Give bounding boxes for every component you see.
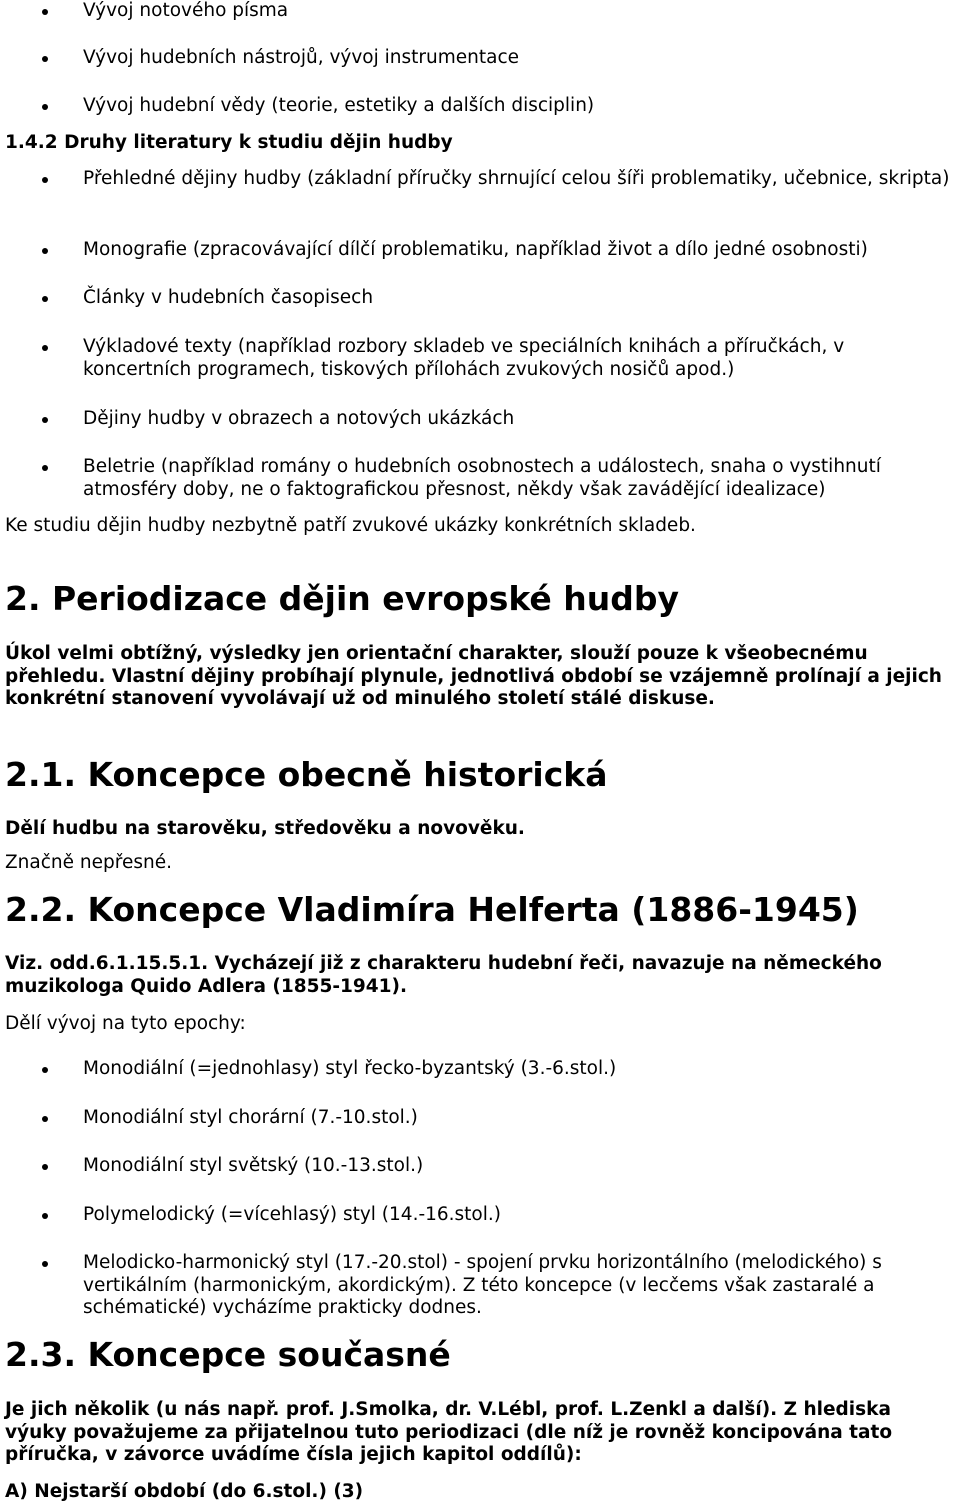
note-paragraph: Ke studiu dějin hudby nezbytně patří zvukové ukázky konkrétních skladeb.	[5, 515, 696, 536]
bold-paragraph: Je jich několik (u nás např. prof. J.Smolka, dr. V.Lébl, prof. L.Zenkl a další). Z hlediska výuky považujeme za přijatelnou tuto periodizaci (dle níž je rovněž koncipována tato příručka, v závorce uvádíme čísla jejich kapitol oddílů):	[5, 1399, 893, 1465]
period-a: A) Nejstarší období (do 6.stol.) (3)	[5, 1481, 364, 1502]
section-heading-2-3: 2.3. Koncepce současné	[5, 1335, 451, 1374]
intro-paragraph: Úkol velmi obtížný, výsledky jen orientační charakter, slouží pouze k všeobecnému přehledu. Vlastní dějiny probíhají plynule, jednotlivá období se vzájemně prolínají a jejich konkrétní stanovení vyvolávají už od minulého století stálé diskuse.	[5, 643, 942, 709]
section-heading-2: 2. Periodizace dějin evropské hudby	[5, 579, 680, 618]
bullet-icon	[42, 417, 48, 423]
bullet-icon	[42, 1213, 48, 1219]
bullet-icon	[42, 177, 48, 183]
bullet-icon	[42, 1116, 48, 1122]
bullet-icon	[42, 465, 48, 471]
bold-line: Dělí hudbu na starověku, středověku a novověku.	[5, 818, 525, 839]
bold-paragraph: Viz. odd.6.1.15.5.1. Vycházejí již z charakteru hudební řeči, navazuje na německého muzikologa Quido Adlera (1855-1941).	[5, 953, 882, 997]
bullet-icon	[42, 104, 48, 110]
bullet-icon	[42, 345, 48, 351]
section-heading-2-2: 2.2. Koncepce Vladimíra Helferta (1886-1945)	[5, 890, 859, 929]
plain-line: Dělí vývoj na tyto epochy:	[5, 1013, 246, 1034]
plain-line: Značně nepřesné.	[5, 852, 172, 873]
bullet-icon	[42, 9, 48, 15]
bullet-icon	[42, 1067, 48, 1073]
bullet-icon	[42, 1164, 48, 1170]
section-heading-2-1: 2.1. Koncepce obecně historická	[5, 755, 608, 794]
bullet-icon	[42, 296, 48, 302]
bullet-icon	[42, 56, 48, 62]
section-heading-1-4-2: 1.4.2 Druhy literatury k studiu dějin hudby	[5, 132, 453, 153]
bullet-icon	[42, 248, 48, 254]
bullet-icon	[42, 1261, 48, 1267]
